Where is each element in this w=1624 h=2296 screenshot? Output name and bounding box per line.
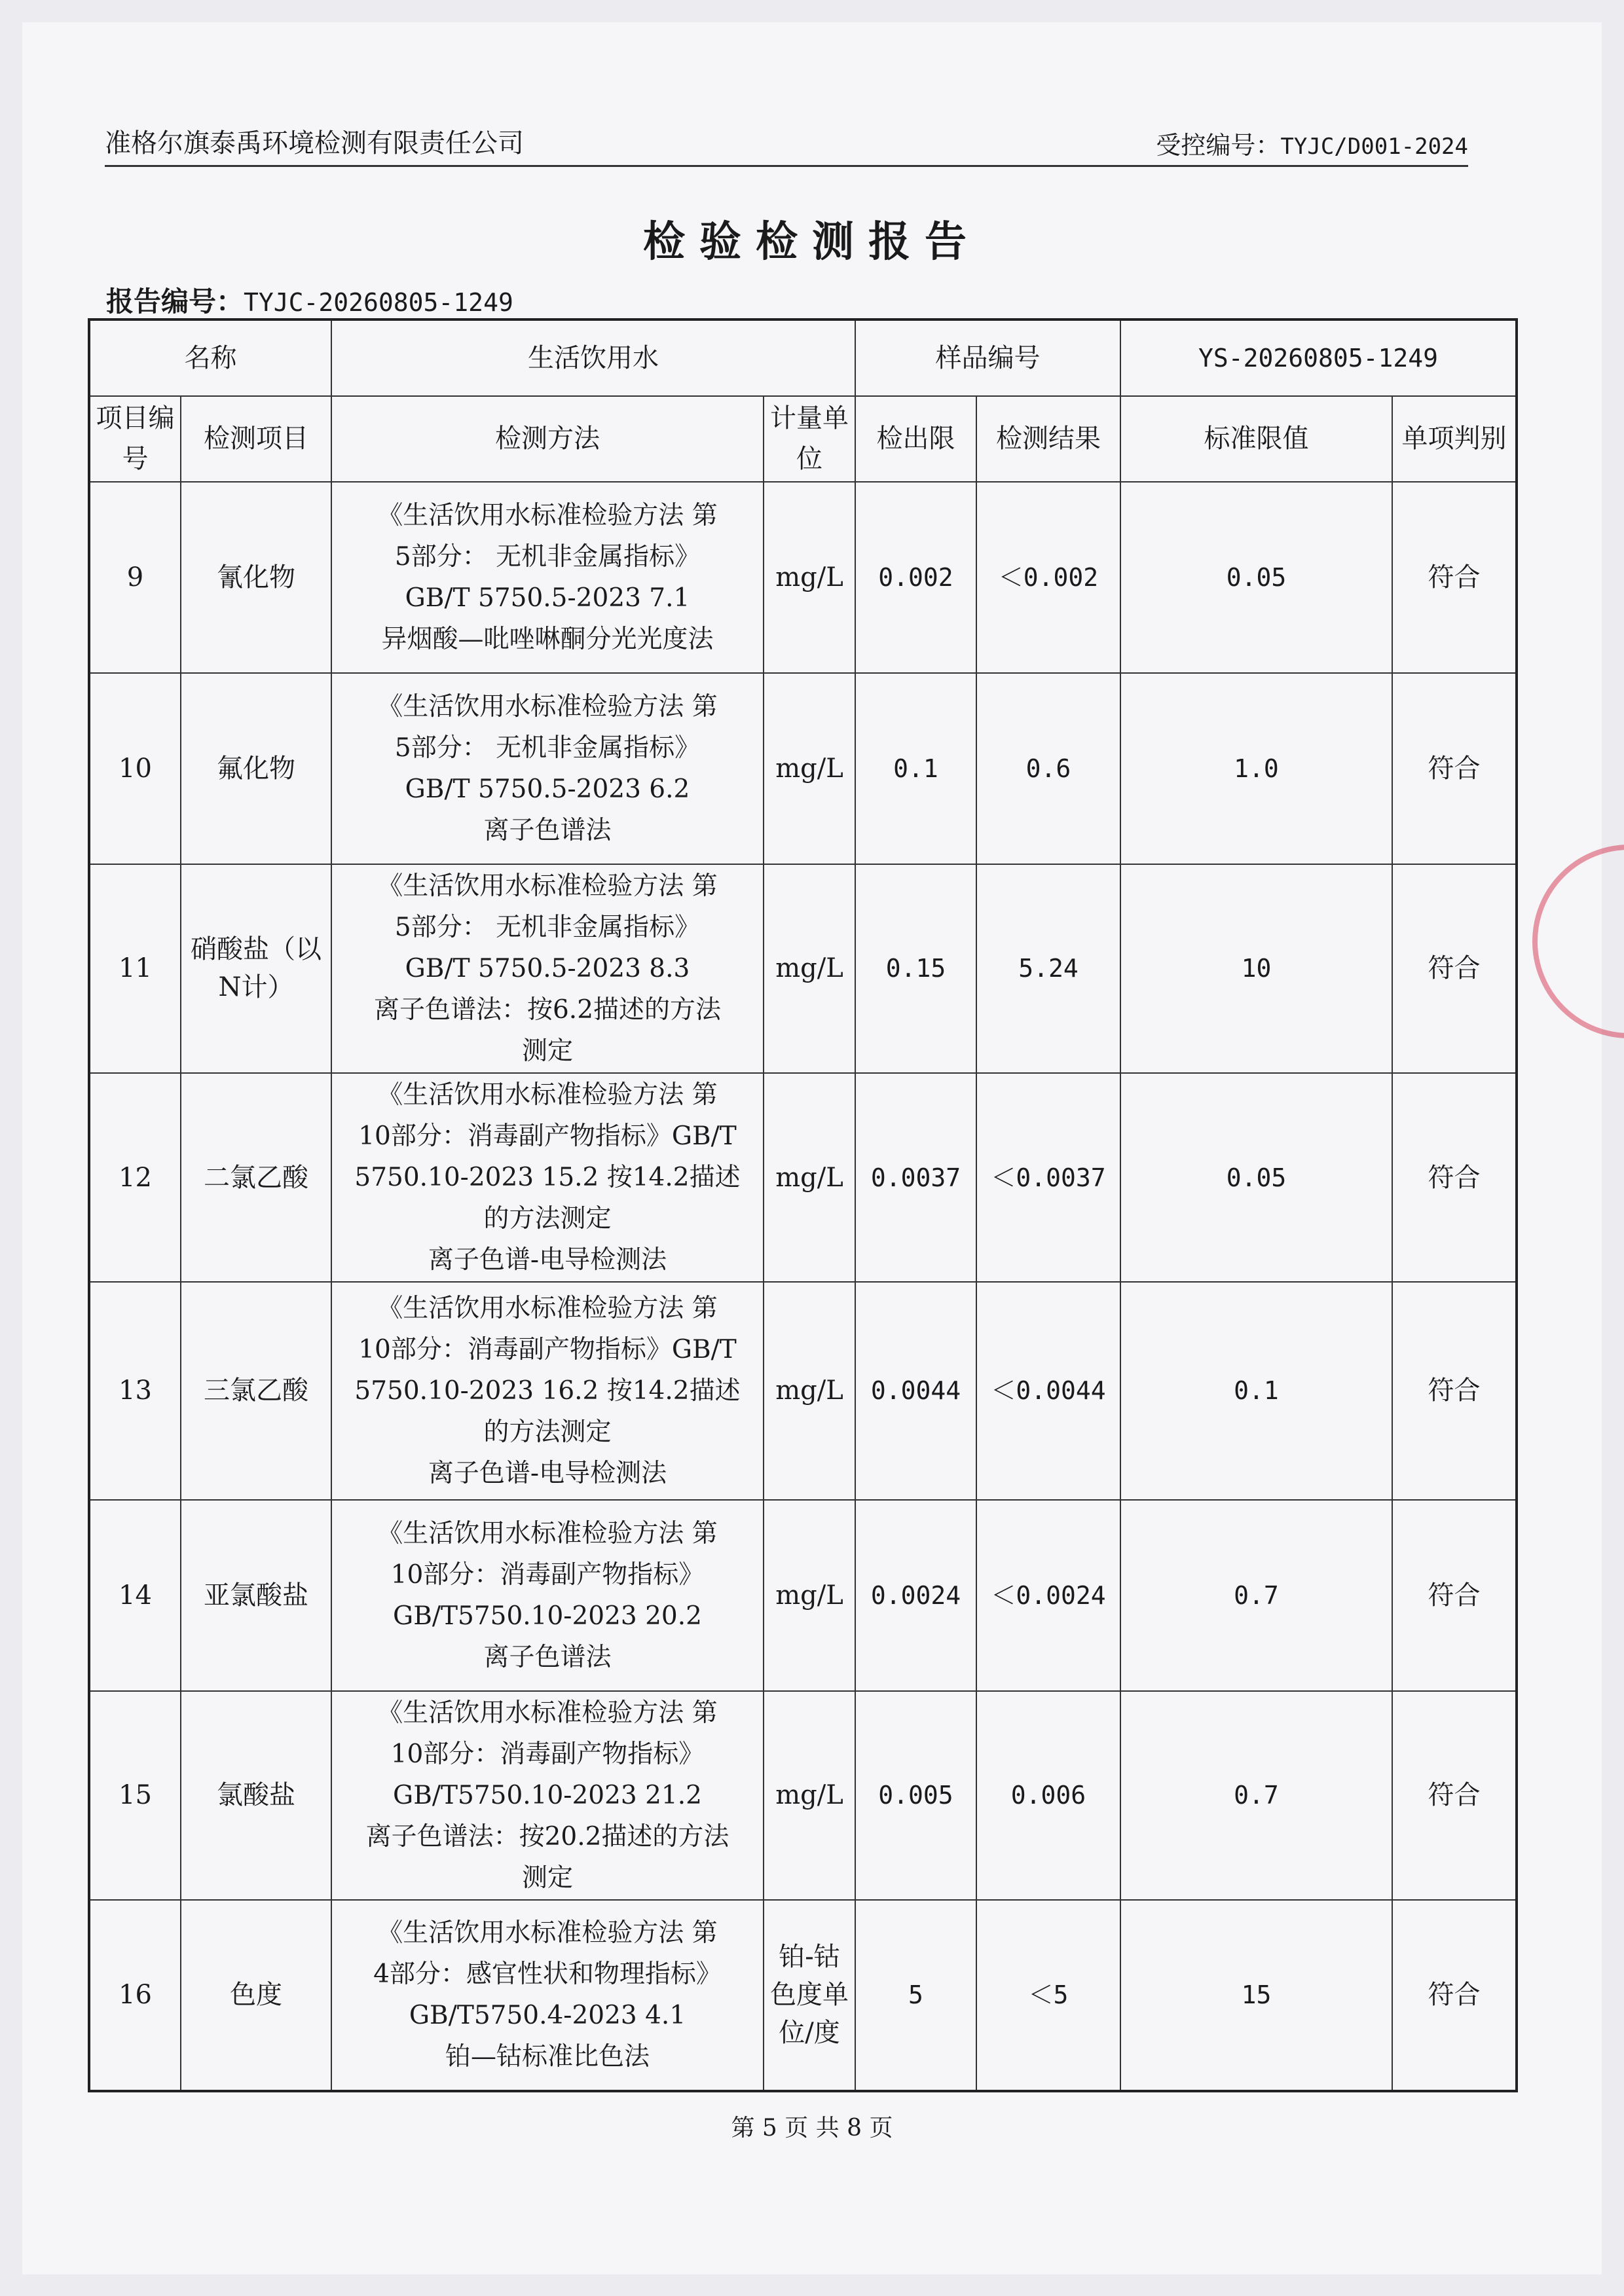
method-line: 离子色谱-电导检测法	[428, 1245, 667, 1275]
result-cell: ＜0.0044	[976, 1282, 1120, 1499]
unit-cell: mg/L	[764, 864, 855, 1073]
result-cell: 0.006	[976, 1691, 1120, 1900]
method-line: 离子色谱法：按20.2描述的方法	[365, 1821, 729, 1851]
method-line: GB/T5750.10-2023 21.2	[393, 1780, 702, 1810]
page-title: 检验检测报告	[643, 217, 981, 266]
method-line: 《生活饮用水标准检验方法 第	[377, 1698, 718, 1728]
method-line: 《生活饮用水标准检验方法 第	[377, 871, 718, 901]
test-item-cell: 色度	[181, 1900, 331, 2091]
standard-limit-cell: 10	[1120, 864, 1392, 1073]
result-cell: ＜5	[976, 1900, 1120, 2091]
table-row	[89, 1282, 1517, 1499]
method-line: 5750.10-2023 15.2 按14.2描述	[354, 1163, 741, 1193]
page-footer: 第 5 页 共 8 页	[731, 2115, 893, 2141]
method-line: 5部分： 无机非金属指标》	[394, 541, 701, 572]
item-number-cell: 9	[89, 482, 181, 673]
result-cell: ＜0.002	[976, 482, 1120, 673]
table-row	[89, 673, 1517, 864]
col-header-no: 项目编号	[89, 396, 181, 482]
judgement-cell: 符合	[1392, 673, 1517, 864]
method-line: 10部分：消毒副产物指标》GB/T	[358, 1121, 737, 1152]
table-row	[89, 1500, 1517, 1691]
judgement-cell: 符合	[1392, 1073, 1517, 1282]
method-line: 测定	[521, 1863, 573, 1893]
method-line: 《生活饮用水标准检验方法 第	[377, 500, 718, 530]
col-header-limit: 检出限	[855, 396, 976, 482]
detection-limit-cell: 0.0044	[855, 1282, 976, 1499]
page-header	[105, 128, 1468, 167]
judgement-cell: 符合	[1392, 1691, 1517, 1900]
test-item-cell: 三氯乙酸	[181, 1282, 331, 1499]
item-number-cell: 13	[89, 1282, 181, 1499]
method-line: 《生活饮用水标准检验方法 第	[377, 1918, 718, 1948]
method-line: 异烟酸—吡唑啉酮分光光度法	[381, 624, 714, 654]
sample-label: 样品编号	[855, 319, 1120, 396]
judgement-cell: 符合	[1392, 1900, 1517, 2091]
method-line: 测定	[521, 1036, 573, 1066]
detection-limit-cell: 0.002	[855, 482, 976, 673]
detection-limit-cell: 0.0024	[855, 1500, 976, 1691]
judgement-cell: 符合	[1392, 864, 1517, 1073]
unit-cell: mg/L	[764, 673, 855, 864]
method-line: 离子色谱-电导检测法	[428, 1458, 667, 1488]
result-cell: 0.6	[976, 673, 1120, 864]
result-cell: 5.24	[976, 864, 1120, 1073]
table-row	[89, 1691, 1517, 1900]
col-header-unit: 计量单位	[764, 396, 855, 482]
table-row	[89, 482, 1517, 673]
method-line: 10部分：消毒副产物指标》	[390, 1739, 705, 1769]
standard-limit-cell: 1.0	[1120, 673, 1392, 864]
method-line: GB/T 5750.5-2023 7.1	[405, 583, 690, 613]
col-header-judge: 单项判别	[1392, 396, 1517, 482]
name-value: 生活饮用水	[331, 319, 855, 396]
detection-limit-cell: 5	[855, 1900, 976, 2091]
standard-limit-cell: 0.1	[1120, 1282, 1392, 1499]
standard-limit-cell: 0.7	[1120, 1691, 1392, 1900]
method-line: 《生活饮用水标准检验方法 第	[377, 1080, 718, 1110]
unit-cell: 铂-钴色度单位/度	[764, 1900, 855, 2091]
result-cell: ＜0.0037	[976, 1073, 1120, 1282]
table-row	[89, 1073, 1517, 1282]
company-name: 准格尔旗泰禹环境检测有限责任公司	[105, 128, 524, 158]
method-cell	[331, 1073, 764, 1282]
method-cell	[331, 1691, 764, 1900]
test-item-cell: 硝酸盐（以N计）	[181, 864, 331, 1073]
unit-cell: mg/L	[764, 1282, 855, 1499]
method-cell	[331, 864, 764, 1073]
results-table-body	[89, 319, 1517, 2091]
standard-limit-cell: 0.7	[1120, 1500, 1392, 1691]
method-line: 铂—钴标准比色法	[445, 2042, 650, 2072]
standard-limit-cell: 15	[1120, 1900, 1392, 2091]
name-label: 名称	[89, 319, 331, 396]
test-item-cell: 氟化物	[181, 673, 331, 864]
item-number-cell: 16	[89, 1900, 181, 2091]
unit-cell: mg/L	[764, 1073, 855, 1282]
unit-cell: mg/L	[764, 1691, 855, 1900]
judgement-cell: 符合	[1392, 1500, 1517, 1691]
test-item-cell: 氰化物	[181, 482, 331, 673]
detection-limit-cell: 0.15	[855, 864, 976, 1073]
col-header-standard: 标准限值	[1120, 396, 1392, 482]
method-line: GB/T 5750.5-2023 8.3	[405, 953, 690, 983]
method-line: 5750.10-2023 16.2 按14.2描述	[354, 1376, 741, 1406]
method-cell	[331, 673, 764, 864]
item-number-cell: 15	[89, 1691, 181, 1900]
item-number-cell: 12	[89, 1073, 181, 1282]
method-line: 10部分：消毒副产物指标》GB/T	[358, 1334, 737, 1364]
col-header-item: 检测项目	[181, 396, 331, 482]
method-line: 离子色谱法	[483, 1642, 612, 1672]
method-line: 10部分：消毒副产物指标》	[390, 1559, 705, 1590]
column-header-row	[89, 396, 1517, 482]
method-cell	[331, 1282, 764, 1499]
method-line: GB/T 5750.5-2023 6.2	[405, 774, 690, 804]
method-line: 5部分： 无机非金属指标》	[394, 733, 701, 763]
col-header-result: 检测结果	[976, 396, 1120, 482]
method-cell	[331, 1900, 764, 2091]
detection-limit-cell: 0.0037	[855, 1073, 976, 1282]
standard-limit-cell: 0.05	[1120, 1073, 1392, 1282]
method-line: 离子色谱法	[483, 815, 612, 845]
detection-limit-cell: 0.005	[855, 1691, 976, 1900]
table-row	[89, 864, 1517, 1073]
method-line: 5部分： 无机非金属指标》	[394, 912, 701, 942]
method-line: 《生活饮用水标准检验方法 第	[377, 1518, 718, 1548]
item-number-cell: 14	[89, 1500, 181, 1691]
test-item-cell: 二氯乙酸	[181, 1073, 331, 1282]
detection-limit-cell: 0.1	[855, 673, 976, 864]
method-line: 《生活饮用水标准检验方法 第	[377, 691, 718, 721]
col-header-method: 检测方法	[331, 396, 764, 482]
method-line: 的方法测定	[483, 1204, 612, 1234]
method-line: 离子色谱法：按6.2描述的方法	[373, 994, 722, 1025]
standard-limit-cell: 0.05	[1120, 482, 1392, 673]
judgement-cell: 符合	[1392, 1282, 1517, 1499]
method-line: GB/T5750.10-2023 20.2	[393, 1601, 702, 1631]
table-row	[89, 1900, 1517, 2091]
method-cell	[331, 482, 764, 673]
item-number-cell: 11	[89, 864, 181, 1073]
control-number: 受控编号：TYJC/D001-2024	[1156, 131, 1468, 160]
method-cell	[331, 1500, 764, 1691]
method-line: GB/T5750.4-2023 4.1	[409, 2001, 686, 2031]
unit-cell: mg/L	[764, 482, 855, 673]
report-number: 报告编号：TYJC-20260805-1249	[106, 285, 513, 318]
test-item-cell: 氯酸盐	[181, 1691, 331, 1900]
test-item-cell: 亚氯酸盐	[181, 1500, 331, 1691]
method-line: 的方法测定	[483, 1417, 612, 1447]
sample-info-row	[89, 319, 1517, 396]
unit-cell: mg/L	[764, 1500, 855, 1691]
sample-value: YS-20260805-1249	[1120, 319, 1517, 396]
method-line: 《生活饮用水标准检验方法 第	[377, 1293, 718, 1323]
result-cell: ＜0.0024	[976, 1500, 1120, 1691]
item-number-cell: 10	[89, 673, 181, 864]
results-table	[88, 318, 1518, 2092]
method-line: 4部分：感官性状和物理指标》	[373, 1959, 722, 1990]
judgement-cell: 符合	[1392, 482, 1517, 673]
